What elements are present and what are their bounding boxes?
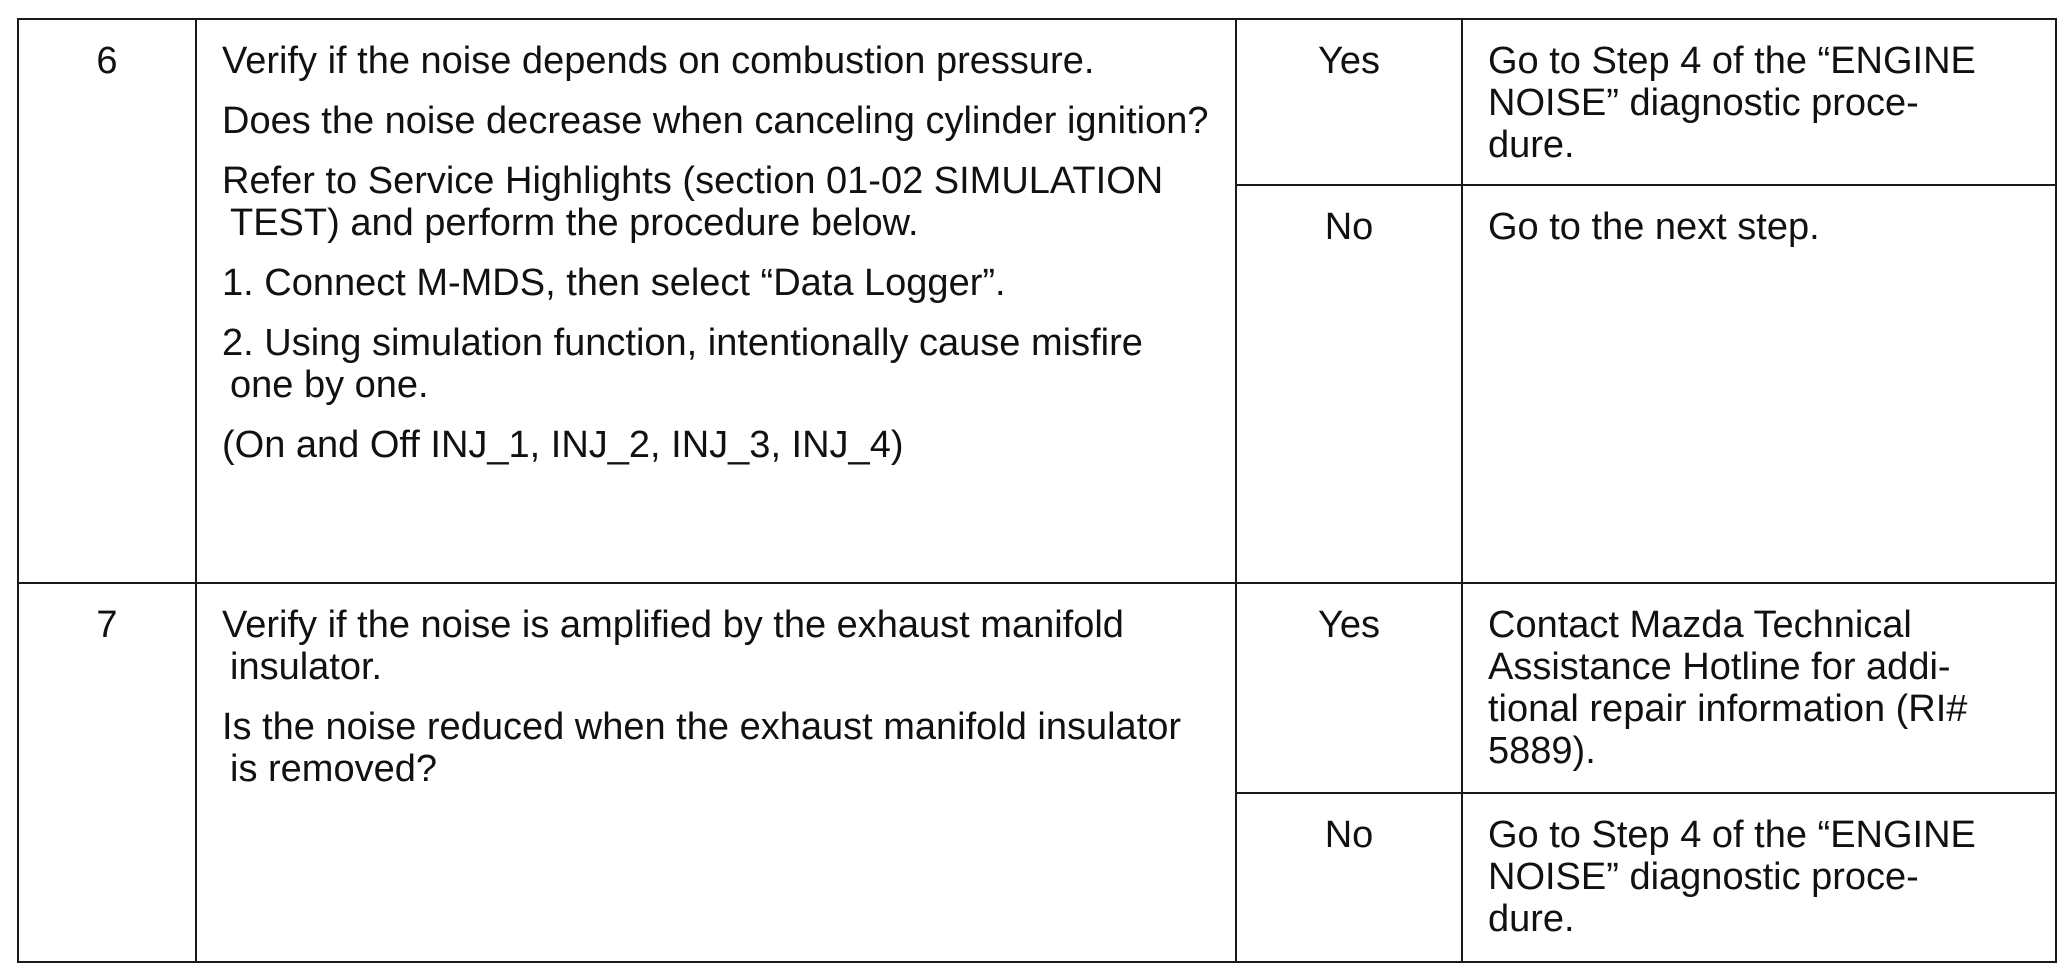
step-number: 7 bbox=[18, 583, 196, 962]
step-action bbox=[196, 19, 1236, 583]
table-row bbox=[18, 583, 2056, 793]
step-number: 6 bbox=[18, 19, 196, 583]
action-line: Verify if the noise depends on combustion pressure. bbox=[222, 40, 1095, 82]
action-line: Verify if the noise is amplified by the exhaust manifold insulator. bbox=[222, 604, 1124, 688]
action-line: 1. Connect M-MDS, then select “Data Logger”. bbox=[222, 262, 1006, 304]
goto-text: Go to the next step. bbox=[1488, 206, 1820, 248]
table-row bbox=[18, 19, 2056, 185]
goto-text: Contact Mazda Technical Assistance Hotline for addi- tional repair information (RI# 5889). bbox=[1488, 604, 1968, 772]
action-line: (On and Off INJ_1, INJ_2, INJ_3, INJ_4) bbox=[222, 424, 904, 466]
goto-instruction bbox=[1462, 19, 2056, 185]
result-no: No bbox=[1236, 793, 1462, 962]
result-yes: Yes bbox=[1236, 583, 1462, 793]
goto-instruction bbox=[1462, 185, 2056, 583]
action-line: Is the noise reduced when the exhaust manifold insulator is removed? bbox=[222, 706, 1182, 790]
goto-text: Go to Step 4 of the “ENGINE NOISE” diagnostic proce- dure. bbox=[1488, 40, 1976, 166]
result-no: No bbox=[1236, 185, 1462, 583]
goto-instruction bbox=[1462, 583, 2056, 793]
diagnostic-table bbox=[17, 18, 2057, 963]
goto-instruction bbox=[1462, 793, 2056, 962]
step-action bbox=[196, 583, 1236, 962]
action-line: 2. Using simulation function, intentionally cause misfire one by one. bbox=[222, 322, 1143, 406]
goto-text: Go to Step 4 of the “ENGINE NOISE” diagnostic proce- dure. bbox=[1488, 814, 1976, 940]
action-line: Refer to Service Highlights (section 01-02 SIMULATION TEST) and perform the procedure below. bbox=[222, 160, 1164, 244]
action-line: Does the noise decrease when canceling cylinder ignition? bbox=[222, 100, 1209, 142]
result-yes: Yes bbox=[1236, 19, 1462, 185]
